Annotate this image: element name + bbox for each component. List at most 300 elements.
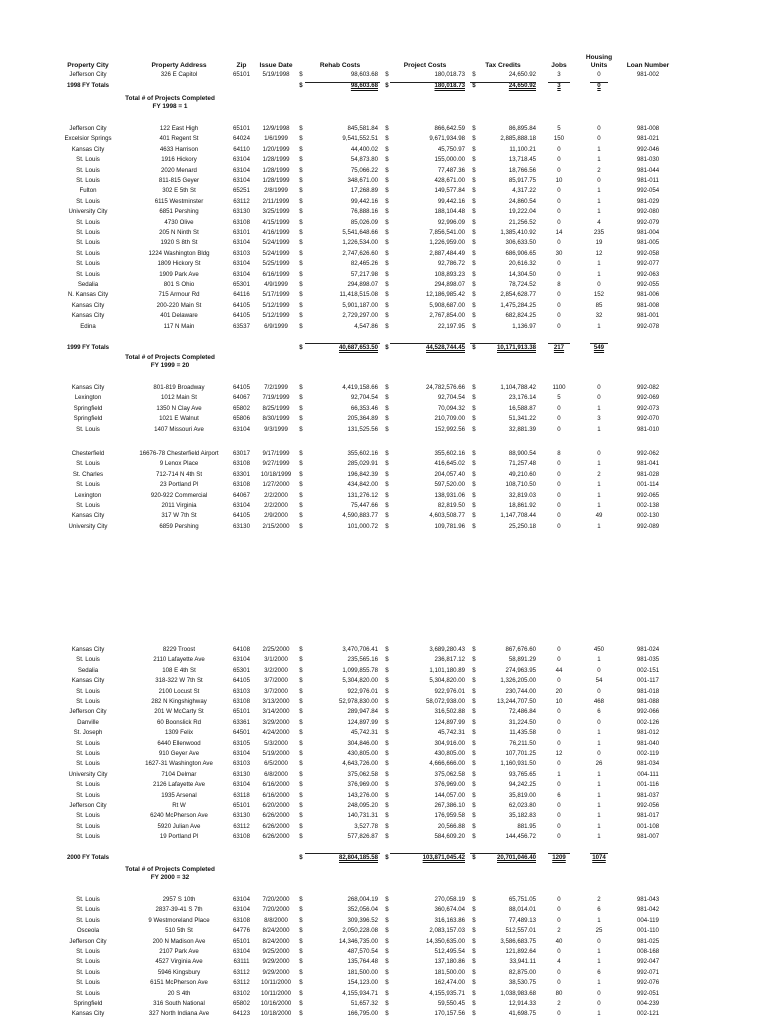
cell-housing-units: 1: [597, 145, 601, 153]
cell-zip: 64110: [233, 145, 250, 153]
cell-project-costs: 1,226,959.00: [429, 239, 465, 247]
cell-jobs: 0: [557, 802, 561, 809]
cell-city: Jefferson City: [69, 71, 107, 78]
dollar-sign: $: [472, 270, 476, 278]
cell-loan-number: 992-046: [636, 145, 660, 153]
cell-city: St. Louis: [76, 460, 100, 468]
cell-jobs: 0: [557, 404, 561, 412]
cell-zip: 63111: [233, 958, 250, 966]
cell-tax-credits: 881.95: [517, 822, 536, 830]
cell-project-costs: 2,083,157.03: [429, 927, 465, 935]
table-row: [0, 926, 768, 936]
cell-issue-date: 6/9/1999: [264, 322, 288, 330]
dollar-sign: $: [472, 425, 476, 433]
cell-issue-date: 5/24/1999: [262, 249, 290, 257]
table-row: [0, 1009, 768, 1019]
cell-zip: 63108: [233, 460, 250, 468]
header-jobs: Jobs: [551, 62, 567, 69]
cell-address: 920-922 Commercial: [150, 491, 208, 499]
dollar-sign: $: [299, 197, 303, 205]
dollar-sign: $: [299, 512, 303, 520]
cell-city: Lexington: [74, 394, 102, 402]
cell-address: 2837-39-41 S 7th: [155, 906, 203, 914]
cell-jobs: 0: [557, 481, 561, 489]
cell-tax-credits: 230,744.00: [505, 687, 536, 695]
cell-project-costs: 5,908,687.00: [429, 301, 465, 309]
cell-city: Springfield: [73, 415, 103, 423]
total-project-costs: 180,018.73: [434, 82, 465, 89]
cell-housing-units: 0: [597, 989, 601, 997]
table-row: [0, 666, 768, 676]
dollar-sign: $: [472, 404, 476, 412]
cell-rehab-costs: 181,500.00: [347, 968, 378, 976]
total-project-costs: 44,528,744.45: [426, 344, 465, 351]
table-row: [0, 449, 768, 459]
cell-zip: 64116: [233, 291, 250, 299]
cell-jobs: 0: [557, 187, 561, 195]
cell-project-costs: 416,645.02: [434, 460, 465, 468]
dollar-sign: $: [385, 729, 389, 737]
cell-rehab-costs: 348,671.00: [347, 177, 378, 184]
cell-rehab-costs: 487,570.54: [347, 948, 378, 955]
dollar-sign: $: [385, 698, 389, 705]
dollar-sign: $: [385, 135, 389, 143]
cell-zip: 63103: [233, 760, 250, 768]
cell-zip: 65101: [233, 708, 250, 716]
dollar-sign: $: [385, 833, 389, 841]
cell-housing-units: 1: [597, 260, 601, 268]
cell-zip: 63130: [233, 812, 250, 820]
cell-tax-credits: 88,900.54: [508, 450, 536, 457]
cell-zip: 63104: [233, 425, 250, 433]
cell-project-costs: 1,101,180.89: [429, 666, 465, 674]
cell-jobs: 0: [557, 781, 561, 789]
total-rehab-costs: 82,804,185.58: [339, 854, 378, 861]
cell-project-costs: 4,666,666.00: [429, 760, 465, 768]
cell-rehab-costs: 289,947.84: [347, 708, 378, 716]
cell-loan-number: 981-012: [636, 729, 660, 737]
cell-city: Jefferson City: [69, 708, 107, 716]
cell-rehab-costs: 4,643,726.00: [342, 760, 378, 768]
cell-issue-date: 9/29/2000: [262, 958, 290, 966]
cell-loan-number: 992-077: [636, 260, 660, 268]
cell-city: St. Louis: [76, 781, 100, 789]
projects-completed-note: FY 1999 = 20: [150, 362, 190, 369]
cell-tax-credits: 35,819.00: [508, 791, 536, 799]
table-row: [0, 166, 768, 176]
dollar-sign: $: [385, 937, 389, 945]
cell-jobs: 0: [557, 208, 561, 216]
cell-rehab-costs: 166,795.00: [347, 1010, 378, 1018]
cell-tax-credits: 21,256.52: [508, 218, 536, 226]
cell-project-costs: 267,386.10: [434, 802, 465, 809]
dollar-sign: $: [299, 301, 303, 309]
cell-jobs: 20: [555, 687, 563, 695]
cell-address: 2126 Lafayette Ave: [152, 781, 206, 789]
cell-housing-units: 6: [597, 708, 601, 716]
table-row: [0, 459, 768, 469]
cell-issue-date: 5/19/1998: [262, 71, 290, 78]
table-row: [0, 270, 768, 280]
dollar-sign: $: [299, 896, 303, 903]
cell-tax-credits: 71,257.48: [508, 460, 536, 468]
dollar-sign: $: [385, 708, 389, 716]
table-row: [0, 822, 768, 832]
cell-zip: 64105: [233, 312, 250, 320]
cell-loan-number: 992-071: [636, 968, 660, 976]
cell-jobs: 0: [557, 260, 561, 268]
cell-loan-number: 992-062: [636, 450, 660, 457]
dollar-sign: $: [472, 450, 476, 457]
cell-loan-number: 008-168: [636, 948, 660, 955]
cell-tax-credits: 72,486.84: [508, 708, 536, 716]
cell-housing-units: 26: [595, 760, 603, 768]
cell-housing-units: 1: [597, 460, 601, 468]
cell-project-costs: 108,893.23: [434, 270, 465, 278]
cell-zip: 63301: [233, 470, 250, 478]
cell-zip: 64024: [233, 135, 250, 143]
cell-zip: 65802: [233, 404, 250, 412]
cell-rehab-costs: 2,747,626.60: [342, 249, 378, 257]
dollar-sign: $: [472, 260, 476, 268]
table-row: [0, 134, 768, 144]
cell-jobs: 0: [557, 322, 561, 330]
cell-issue-date: 7/20/2000: [262, 896, 290, 903]
header-tax-credits: Tax Credits: [485, 62, 521, 69]
cell-tax-credits: 24,650.92: [508, 71, 536, 78]
cell-issue-date: 9/27/1999: [262, 460, 290, 468]
cell-rehab-costs: 143,276.00: [347, 791, 378, 799]
dollar-sign: $: [299, 208, 303, 216]
cell-loan-number: 981-029: [636, 197, 660, 205]
cell-tax-credits: 16,588.87: [508, 404, 536, 412]
cell-issue-date: 6/8/2000: [264, 770, 288, 778]
dollar-sign: $: [385, 750, 389, 757]
cell-project-costs: 866,642.59: [434, 125, 465, 132]
table-row: [0, 470, 768, 480]
cell-issue-date: 3/7/2000: [264, 677, 288, 685]
cell-address: 1627-31 Washington Ave: [145, 760, 213, 768]
dollar-sign: $: [472, 384, 476, 391]
cell-address: 510 5th St: [165, 927, 193, 935]
cell-project-costs: 92,786.72: [437, 260, 465, 268]
cell-issue-date: 3/7/2000: [264, 687, 288, 695]
cell-jobs: 0: [557, 218, 561, 226]
cell-loan-number: 981-040: [636, 739, 660, 747]
cell-address: 1920 S 8th St: [160, 239, 198, 247]
cell-zip: 64108: [233, 646, 250, 653]
cell-loan-number: 002-126: [636, 718, 660, 726]
cell-project-costs: 2,887,484.49: [429, 249, 465, 257]
cell-loan-number: 001-117: [637, 677, 659, 685]
fy-total-label: 2000 FY Totals: [66, 854, 110, 861]
cell-jobs: 40: [555, 937, 563, 945]
dollar-sign: $: [472, 135, 476, 143]
cell-rehab-costs: 5,541,648.66: [342, 229, 378, 236]
cell-city: St. Louis: [76, 166, 100, 174]
cell-city: St. Louis: [76, 791, 100, 799]
cell-tax-credits: 31,224.50: [508, 718, 536, 726]
cell-city: St. Joseph: [73, 729, 103, 737]
cell-zip: 64105: [233, 301, 250, 309]
cell-project-costs: 236,817.12: [434, 656, 465, 664]
cell-city: Springfield: [73, 1000, 103, 1007]
cell-loan-number: 981-010: [636, 425, 660, 433]
cell-zip: 63104: [233, 260, 250, 268]
cell-city: Jefferson City: [69, 937, 107, 945]
cell-city: St. Louis: [76, 896, 100, 903]
cell-tax-credits: 1,136.97: [512, 322, 536, 330]
dollar-sign: $: [385, 312, 389, 320]
cell-housing-units: 0: [597, 718, 601, 726]
table-row: [0, 280, 768, 290]
dollar-sign: $: [472, 718, 476, 726]
dollar-sign: $: [299, 729, 303, 737]
dollar-sign: $: [299, 750, 303, 757]
cell-housing-units: 1: [597, 270, 601, 278]
dollar-sign: $: [299, 937, 303, 945]
dollar-sign: $: [385, 906, 389, 914]
cell-project-costs: 109,781.96: [434, 522, 465, 530]
cell-rehab-costs: 4,547.86: [354, 322, 378, 330]
header-loan-number: Loan Number: [626, 62, 670, 69]
cell-rehab-costs: 75,066.22: [350, 166, 378, 174]
cell-rehab-costs: 434,842.00: [347, 481, 378, 489]
header-issue-date: Issue Date: [259, 62, 293, 69]
cell-jobs: 8: [557, 450, 561, 457]
cell-project-costs: 138,931.06: [434, 491, 465, 499]
cell-project-costs: 152,992.56: [434, 425, 465, 433]
cell-issue-date: 9/3/1999: [264, 425, 288, 433]
cell-address: 117 N Main: [163, 322, 195, 330]
cell-loan-number: 004-111: [637, 770, 659, 778]
table-row: [0, 645, 768, 655]
cell-city: Edina: [80, 322, 96, 330]
cell-tax-credits: 121,892.64: [505, 948, 536, 955]
cell-jobs: 0: [557, 729, 561, 737]
fy-total-row: [0, 853, 768, 863]
cell-rehab-costs: 1,226,534.00: [342, 239, 378, 247]
cell-tax-credits: 33,941.11: [509, 958, 536, 966]
dollar-sign: $: [299, 229, 303, 236]
cell-address: 6240 McPherson Ave: [150, 812, 208, 820]
cell-loan-number: 002-138: [636, 502, 660, 509]
cell-loan-number: 002-151: [636, 666, 660, 674]
cell-address: 318-322 W 7th St: [155, 677, 203, 685]
cell-issue-date: 1/28/1999: [262, 177, 290, 184]
dollar-sign: $: [472, 512, 476, 520]
cell-city: St. Louis: [76, 481, 100, 489]
cell-project-costs: 155,000.00: [434, 156, 465, 164]
dollar-sign: $: [385, 187, 389, 195]
cell-housing-units: 1: [597, 739, 601, 747]
dollar-sign: $: [299, 187, 303, 195]
cell-tax-credits: 1,385,410.92: [500, 229, 536, 236]
cell-zip: 63104: [233, 166, 250, 174]
cell-tax-credits: 144,456.72: [505, 833, 536, 841]
dollar-sign: $: [385, 968, 389, 976]
dollar-sign: $: [472, 896, 476, 903]
cell-loan-number: 992-069: [636, 394, 660, 402]
cell-rehab-costs: 376,969.00: [347, 781, 378, 789]
cell-rehab-costs: 52,978,830.00: [339, 698, 378, 705]
cell-housing-units: 2: [597, 470, 601, 478]
cell-project-costs: 7,856,541.00: [429, 229, 465, 236]
cell-zip: 65101: [233, 802, 250, 809]
cell-housing-units: 1: [597, 404, 601, 412]
cell-loan-number: 981-001: [636, 312, 660, 320]
cell-issue-date: 8/24/2000: [262, 927, 290, 935]
cell-project-costs: 316,163.86: [434, 916, 465, 924]
header-address: Property Address: [151, 62, 207, 69]
header-zip: Zip: [236, 62, 247, 69]
cell-tax-credits: 25,250.18: [508, 522, 536, 530]
cell-address: 326 E Capitol: [160, 71, 198, 78]
cell-tax-credits: 85,917.75: [508, 177, 536, 184]
table-row: [0, 155, 768, 165]
dollar-sign: $: [299, 1010, 303, 1018]
cell-rehab-costs: 577,826.87: [347, 833, 378, 841]
cell-housing-units: 0: [597, 1000, 601, 1007]
cell-jobs: 44: [555, 666, 563, 674]
cell-housing-units: 1: [597, 948, 601, 955]
cell-project-costs: 204,057.40: [434, 470, 465, 478]
cell-housing-units: 0: [597, 394, 601, 402]
cell-tax-credits: 58,891.29: [508, 656, 536, 664]
dollar-sign: $: [299, 1000, 303, 1007]
cell-tax-credits: 2,854,628.77: [500, 291, 536, 299]
dollar-sign: $: [472, 281, 476, 288]
dollar-sign: $: [299, 460, 303, 468]
cell-loan-number: 992-078: [636, 322, 660, 330]
dollar-sign: $: [385, 1010, 389, 1018]
dollar-sign: $: [385, 687, 389, 695]
cell-jobs: 0: [557, 291, 561, 299]
cell-address: 715 Armour Rd: [158, 291, 200, 299]
cell-issue-date: 10/11/2000: [260, 989, 292, 997]
cell-tax-credits: 93,765.65: [508, 770, 536, 778]
cell-tax-credits: 24,860.54: [508, 197, 536, 205]
cell-issue-date: 6/16/2000: [262, 781, 290, 789]
table-row: [0, 186, 768, 196]
cell-housing-units: 85: [595, 301, 603, 309]
dollar-sign: $: [472, 312, 476, 320]
cell-rehab-costs: 3,470,706.41: [342, 646, 378, 653]
cell-zip: 63104: [233, 896, 250, 903]
dollar-sign: $: [385, 82, 389, 89]
dollar-sign: $: [385, 156, 389, 164]
cell-city: St. Louis: [76, 218, 100, 226]
table-row: [0, 480, 768, 490]
cell-rehab-costs: 355,602.16: [347, 450, 378, 457]
cell-zip: 63103: [233, 249, 250, 257]
cell-issue-date: 2/15/2000: [262, 522, 290, 530]
dollar-sign: $: [299, 656, 303, 664]
cell-zip: 63104: [233, 502, 250, 509]
cell-jobs: 0: [557, 460, 561, 468]
cell-loan-number: 002-130: [636, 512, 660, 520]
cell-project-costs: 12,186,985.42: [426, 291, 465, 299]
cell-rehab-costs: 4,155,934.71: [342, 989, 378, 997]
dollar-sign: $: [385, 260, 389, 268]
dollar-sign: $: [385, 125, 389, 132]
cell-loan-number: 981-002: [636, 71, 660, 78]
cell-loan-number: 992-051: [636, 989, 660, 997]
cell-rehab-costs: 76,888.16: [350, 208, 378, 216]
cell-loan-number: 992-082: [636, 384, 660, 391]
cell-loan-number: 992-047: [636, 958, 660, 966]
cell-city: St. Louis: [76, 229, 100, 236]
cell-issue-date: 6/16/2000: [262, 791, 290, 799]
dollar-sign: $: [472, 968, 476, 976]
cell-city: Sedalia: [77, 666, 99, 674]
cell-project-costs: 176,959.58: [434, 812, 465, 820]
dollar-sign: $: [385, 739, 389, 747]
cell-city: Kansas City: [71, 646, 105, 653]
cell-address: 1021 E Walnut: [159, 415, 199, 423]
dollar-sign: $: [472, 791, 476, 799]
cell-issue-date: 3/13/2000: [262, 698, 290, 705]
cell-jobs: 0: [557, 145, 561, 153]
dollar-sign: $: [385, 854, 389, 861]
cell-issue-date: 10/11/2000: [260, 979, 292, 987]
cell-jobs: 0: [557, 677, 561, 685]
cell-city: N. Kansas City: [67, 291, 109, 299]
table-row: [0, 228, 768, 238]
dollar-sign: $: [385, 301, 389, 309]
cell-rehab-costs: 352,056.04: [347, 906, 378, 914]
dollar-sign: $: [299, 989, 303, 997]
cell-jobs: 0: [557, 968, 561, 976]
cell-housing-units: 2: [597, 166, 601, 174]
dollar-sign: $: [472, 522, 476, 530]
dollar-sign: $: [385, 491, 389, 499]
cell-address: 20 S 4th: [167, 989, 191, 997]
cell-issue-date: 8/25/1999: [262, 404, 290, 412]
projects-completed-note: Total # of Projects Completed: [125, 354, 215, 361]
cell-issue-date: 5/12/1999: [262, 312, 290, 320]
cell-jobs: 0: [557, 312, 561, 320]
dollar-sign: $: [472, 187, 476, 195]
dollar-sign: $: [299, 166, 303, 174]
cell-jobs: 0: [557, 239, 561, 247]
cell-issue-date: 2/8/1999: [264, 187, 288, 195]
cell-issue-date: 5/17/1999: [262, 291, 290, 299]
dollar-sign: $: [472, 958, 476, 966]
cell-loan-number: 992-076: [636, 979, 660, 987]
cell-address: 19 Portland Pl: [159, 833, 199, 841]
cell-rehab-costs: 17,268.89: [350, 187, 378, 195]
cell-rehab-costs: 131,525.56: [347, 425, 378, 433]
cell-zip: 64501: [233, 729, 250, 737]
cell-issue-date: 5/19/2000: [262, 750, 290, 757]
cell-tax-credits: 686,906.65: [505, 249, 536, 257]
cell-project-costs: 59,550.45: [437, 1000, 465, 1007]
cell-project-costs: 144,057.00: [434, 791, 465, 799]
cell-tax-credits: 4,317.22: [512, 187, 536, 195]
cell-tax-credits: 23,176.14: [508, 394, 536, 402]
cell-issue-date: 1/28/1999: [262, 156, 290, 164]
cell-issue-date: 6/26/2000: [262, 812, 290, 820]
dollar-sign: $: [299, 708, 303, 716]
cell-rehab-costs: 14,346,735.00: [339, 937, 378, 945]
dollar-sign: $: [385, 460, 389, 468]
cell-housing-units: 6: [597, 968, 601, 976]
dollar-sign: $: [385, 239, 389, 247]
dollar-sign: $: [385, 927, 389, 935]
cell-tax-credits: 1,147,708.44: [500, 512, 536, 520]
total-tax-credits: 24,650.92: [508, 82, 536, 89]
